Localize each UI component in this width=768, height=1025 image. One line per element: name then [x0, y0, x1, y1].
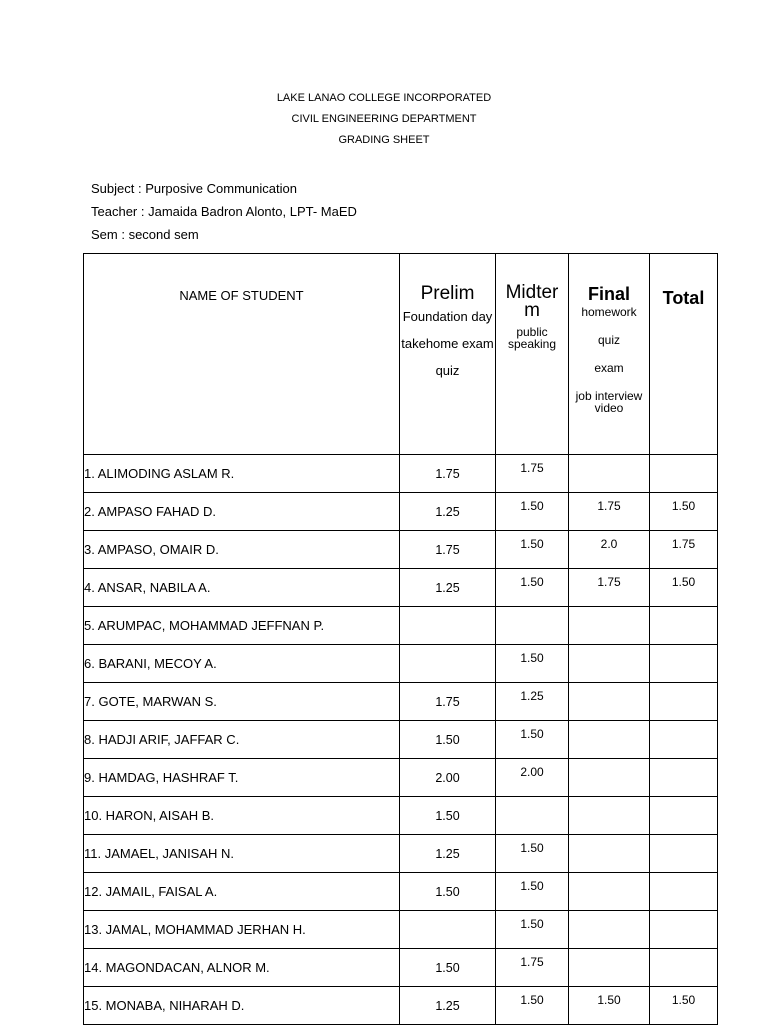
midterm-column-header: [496, 254, 569, 455]
prelim-grade: 1.50: [400, 949, 496, 987]
total-grade: [650, 797, 718, 835]
prelim-grade: [400, 911, 496, 949]
student-name: 1. ALIMODING ASLAM R.: [84, 455, 400, 493]
prelim-grade: [400, 607, 496, 645]
midterm-grade: 1.75: [496, 949, 569, 987]
table-row: [84, 911, 718, 949]
prelim-column-header: [400, 254, 496, 455]
final-item: quiz: [597, 333, 620, 347]
final-grade: [569, 797, 650, 835]
midterm-grade: 1.50: [496, 569, 569, 607]
total-grade: [650, 721, 718, 759]
institution-name: LAKE LANAO COLLEGE INCORPORATED: [276, 92, 492, 104]
prelim-item: quiz: [435, 363, 460, 378]
midterm-grade: 1.50: [496, 721, 569, 759]
final-grade: [569, 645, 650, 683]
course-info: [91, 177, 357, 246]
midterm-grade: 2.00: [496, 759, 569, 797]
student-name: 10. HARON, AISAH B.: [84, 797, 400, 835]
midterm-grade: 1.75: [496, 455, 569, 493]
midterm-grade: [496, 607, 569, 645]
total-grade: [650, 835, 718, 873]
total-grade: [650, 911, 718, 949]
student-name: 2. AMPASO FAHAD D.: [84, 493, 400, 531]
midterm-grade: 1.50: [496, 987, 569, 1025]
student-name: 13. JAMAL, MOHAMMAD JERHAN H.: [84, 911, 400, 949]
total-grade: [650, 455, 718, 493]
final-column-header: [569, 254, 650, 455]
total-grade: [650, 949, 718, 987]
final-grade: [569, 911, 650, 949]
student-name: 11. JAMAEL, JANISAH N.: [84, 835, 400, 873]
final-grade: 1.50: [569, 987, 650, 1025]
student-name: 3. AMPASO, OMAIR D.: [84, 531, 400, 569]
midterm-grade: 1.50: [496, 911, 569, 949]
final-grade: [569, 455, 650, 493]
total-grade: 1.50: [650, 493, 718, 531]
final-grade: 1.75: [569, 493, 650, 531]
prelim-grade: 2.00: [400, 759, 496, 797]
midterm-grade: 1.25: [496, 683, 569, 721]
document-header: [0, 88, 768, 151]
document-title: GRADING SHEET: [338, 134, 430, 146]
midterm-grade: 1.50: [496, 645, 569, 683]
table-row: [84, 949, 718, 987]
table-row: [84, 721, 718, 759]
midterm-grade: 1.50: [496, 493, 569, 531]
final-grade: 2.0: [569, 531, 650, 569]
table-row: [84, 987, 718, 1025]
table-row: [84, 645, 718, 683]
total-title: Total: [662, 288, 705, 308]
prelim-grade: 1.50: [400, 797, 496, 835]
prelim-grade: 1.75: [400, 683, 496, 721]
student-name: 14. MAGONDACAN, ALNOR M.: [84, 949, 400, 987]
prelim-grade: 1.75: [400, 531, 496, 569]
subject-line: Subject : Purposive Communication: [91, 181, 297, 196]
name-header-label: NAME OF STUDENT: [179, 288, 304, 303]
table-row: [84, 835, 718, 873]
prelim-grade: [400, 645, 496, 683]
name-column-header: [84, 254, 400, 455]
prelim-grade: 1.50: [400, 873, 496, 911]
final-grade: [569, 873, 650, 911]
midterm-item: public speaking: [507, 325, 557, 351]
final-grade: [569, 759, 650, 797]
prelim-grade: 1.25: [400, 493, 496, 531]
final-grade: [569, 683, 650, 721]
final-grade: [569, 721, 650, 759]
table-row: [84, 759, 718, 797]
student-name: 5. ARUMPAC, MOHAMMAD JEFFNAN P.: [84, 607, 400, 645]
grading-table: [83, 253, 718, 1025]
table-row: [84, 683, 718, 721]
table-row: [84, 531, 718, 569]
midterm-grade: 1.50: [496, 531, 569, 569]
total-grade: [650, 607, 718, 645]
teacher-line: Teacher : Jamaida Badron Alonto, LPT- MaED: [91, 204, 357, 219]
prelim-item: Foundation day: [402, 309, 493, 324]
student-name: 7. GOTE, MARWAN S.: [84, 683, 400, 721]
midterm-grade: [496, 797, 569, 835]
prelim-grade: 1.75: [400, 455, 496, 493]
prelim-grade: 1.25: [400, 569, 496, 607]
total-grade: [650, 759, 718, 797]
total-column-header: [650, 254, 718, 455]
total-grade: 1.75: [650, 531, 718, 569]
final-item: homework: [581, 305, 637, 319]
total-grade: 1.50: [650, 569, 718, 607]
table-row: [84, 569, 718, 607]
prelim-grade: 1.25: [400, 987, 496, 1025]
prelim-grade: 1.50: [400, 721, 496, 759]
table-row: [84, 493, 718, 531]
sem-line: Sem : second sem: [91, 227, 199, 242]
final-grade: [569, 949, 650, 987]
prelim-title: Prelim: [420, 283, 475, 304]
final-grade: [569, 607, 650, 645]
total-grade: [650, 683, 718, 721]
final-grade: [569, 835, 650, 873]
total-grade: 1.50: [650, 987, 718, 1025]
table-row: [84, 873, 718, 911]
final-grade: 1.75: [569, 569, 650, 607]
table-row: [84, 797, 718, 835]
student-name: 15. MONABA, NIHARAH D.: [84, 987, 400, 1025]
midterm-title: Midterm: [505, 282, 559, 321]
student-name: 9. HAMDAG, HASHRAF T.: [84, 759, 400, 797]
total-grade: [650, 645, 718, 683]
final-item: job interview video: [575, 389, 643, 415]
final-title: Final: [587, 284, 630, 304]
prelim-grade: 1.25: [400, 835, 496, 873]
department-name: CIVIL ENGINEERING DEPARTMENT: [291, 113, 477, 125]
student-name: 6. BARANI, MECOY A.: [84, 645, 400, 683]
student-name: 4. ANSAR, NABILA A.: [84, 569, 400, 607]
prelim-item: takehome exam: [401, 336, 494, 351]
midterm-grade: 1.50: [496, 873, 569, 911]
student-name: 8. HADJI ARIF, JAFFAR C.: [84, 721, 400, 759]
final-item: exam: [594, 361, 624, 375]
table-row: [84, 455, 718, 493]
student-name: 12. JAMAIL, FAISAL A.: [84, 873, 400, 911]
total-grade: [650, 873, 718, 911]
table-header-row: [84, 254, 718, 455]
table-row: [84, 607, 718, 645]
midterm-grade: 1.50: [496, 835, 569, 873]
